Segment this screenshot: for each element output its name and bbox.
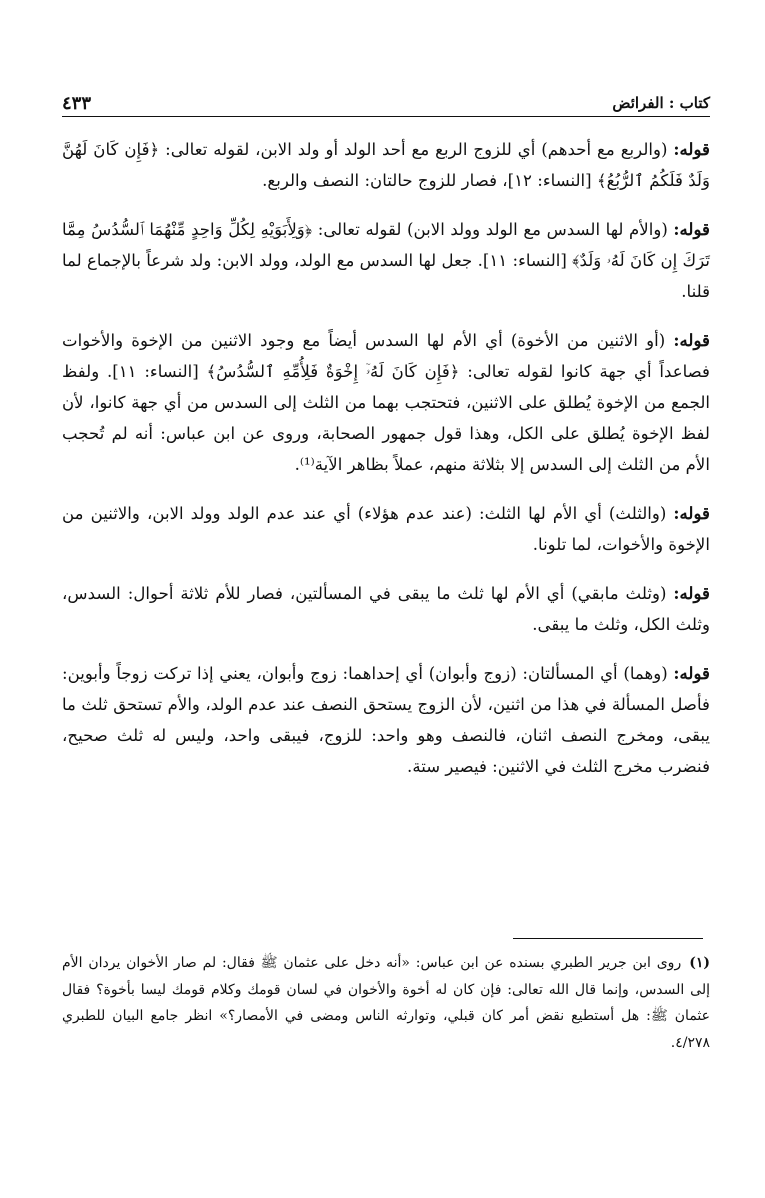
- paragraph: [62, 214, 710, 307]
- footnote-divider: [513, 938, 703, 939]
- paragraph: [62, 498, 710, 560]
- running-title: كتاب : الفرائض: [612, 94, 710, 112]
- footnote: [62, 950, 710, 1056]
- paragraph-lead: قوله:: [673, 139, 710, 159]
- page-header: [62, 86, 710, 117]
- paragraph-text: (أو الاثنين من الأخوة) أي الأم لها السدس أيضاً مع وجود الاثنين من الإخوة والأخوات فصاعداً أي جهة كانوا لقوله تعالى: ﴿فَإِن كَانَ لَهُۥٓ إِخْوَةٌ فَلِأُمِّهِ ٱلسُّدُسُ﴾ [النساء: ١١]. ولفظ الجمع من الإخوة يُطلق على الاثنين، فتحتجب بهما من الثلث إلى السدس من أي جهة كانوا، لأن لفظ الإخوة يُطلق على الكل، وهذا قول جمهور الصحابة، وروى عن ابن عباس: أنه لم تُحجب الأم من الثلث إلى السدس إلا بثلاثة منهم، عملاً بظاهر الآية⁽¹⁾.: [62, 331, 710, 474]
- paragraph: [62, 325, 710, 480]
- paragraph: [62, 578, 710, 640]
- paragraph-lead: قوله:: [673, 330, 710, 350]
- paragraph-text: (والربع مع أحدهم) أي للزوج الربع مع أحد الولد أو ولد الابن، لقوله تعالى: ﴿فَإِن كَانَ لَهُنَّ وَلَدٌ فَلَكُمُ ٱلرُّبُعُ﴾ [النساء: ١٢]، فصار للزوج حالتان: النصف والربع.: [62, 140, 710, 190]
- paragraph-text: (وهما) أي المسألتان: (زوج وأبوان) أي إحداهما: زوج وأبوان، يعني إذا تركت زوجاً وأبوين: فأصل المسألة في هذا من اثنين، لأن الزوج يستحق النصف عند عدم الولد، والأم تستحق ثلث ما يبقى، ومخرج النصف اثنان، فالنصف وهو واحد: للزوج، فيبقى واحد، وليس له ثلث صحيح، فنضرب مخرج الثلث في الاثنين: فيصير ستة.: [62, 664, 710, 776]
- page-number: ٤٣٣: [62, 93, 92, 114]
- paragraph-lead: قوله:: [673, 663, 710, 683]
- footnotes: [62, 950, 710, 1056]
- footnote-text: روى ابن جرير الطبري بسنده عن ابن عباس: «أنه دخل على عثمان ﷺ فقال: لم صار الأخوان يردان الأم إلى السدس، وإنما قال الله تعالى: فإن كان له أخوة والأخوان في لسان قومك وكلام قومك ليسا بأخوة؟ فقال عثمان ﷺ: هل أستطيع نقض أمر كان قبلي، وتوارثه الناس ومضى في الأمصار؟» انظر جامع البيان للطبري ٤/٢٧٨.: [62, 955, 710, 1051]
- paragraph-text: (والأم لها السدس مع الولد وولد الابن) لقوله تعالى: ﴿وَلِأَبَوَيْهِ لِكُلِّ وَاحِدٍ مِّنْهُمَا ٱلسُّدُسُ مِمَّا تَرَكَ إِن كَانَ لَهُۥ وَلَدٌ﴾ [النساء: ١١]. جعل لها السدس مع الولد، وولد الابن: ولد شرعاً بالإجماع لما قلنا.: [62, 220, 711, 301]
- paragraph-text: (والثلث) أي الأم لها الثلث: (عند عدم هؤلاء) أي عند عدم الولد وولد الابن، والاثنين من الإخوة والأخوات، لما تلونا.: [62, 504, 710, 554]
- paragraph: [62, 134, 710, 196]
- paragraph: [62, 658, 710, 782]
- paragraph-lead: قوله:: [673, 583, 710, 603]
- main-text: [62, 134, 710, 800]
- paragraph-text: (وثلث مابقي) أي الأم لها ثلث ما يبقى في المسألتين، فصار للأم ثلاثة أحوال: السدس، وثلث الكل، وثلث ما يبقى.: [62, 584, 710, 634]
- paragraph-lead: قوله:: [673, 219, 710, 239]
- paragraph-lead: قوله:: [673, 503, 710, 523]
- footnote-mark: (١): [689, 955, 710, 971]
